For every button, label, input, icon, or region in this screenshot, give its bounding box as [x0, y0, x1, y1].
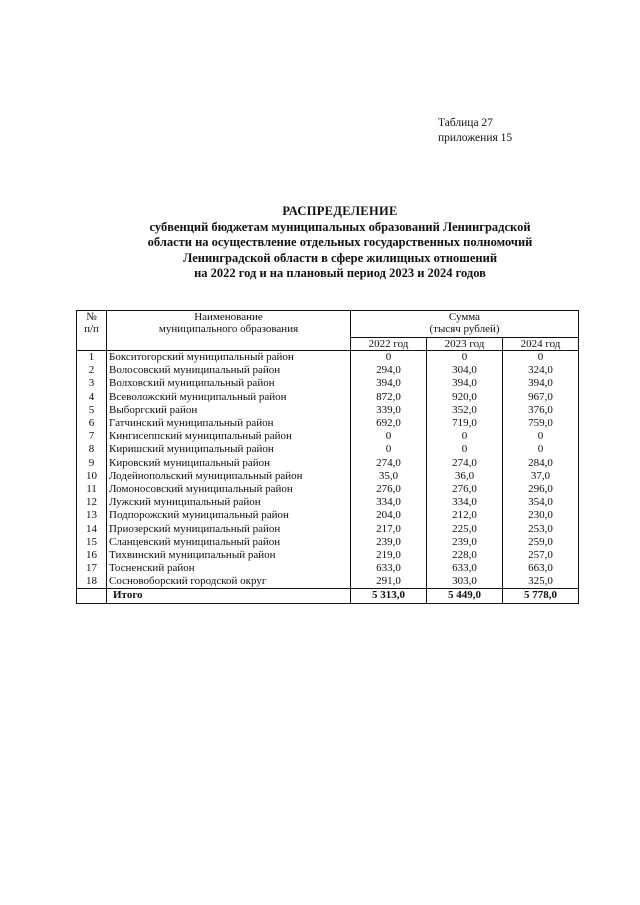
- table-row: [77, 443, 579, 456]
- value-2023: 0: [427, 443, 503, 456]
- value-2024: 37,0: [503, 470, 579, 483]
- municipality-name: Приозерский муниципальный район: [107, 522, 351, 535]
- table-row: [77, 483, 579, 496]
- table-row: [77, 457, 579, 470]
- value-2024: 759,0: [503, 417, 579, 430]
- table-row: [77, 522, 579, 535]
- total-label: Итого: [107, 589, 351, 603]
- value-2022: 394,0: [351, 377, 427, 390]
- value-2022: 633,0: [351, 562, 427, 575]
- value-2023: 633,0: [427, 562, 503, 575]
- column-header-year: 2022 год: [351, 338, 427, 351]
- municipality-name: Волосовский муниципальный район: [107, 364, 351, 377]
- table-row: [77, 470, 579, 483]
- caption-table-number: Таблица 27: [438, 117, 493, 129]
- header-text: Наименование: [194, 311, 263, 323]
- column-header-year: 2024 год: [503, 338, 579, 351]
- row-number: 13: [77, 509, 107, 522]
- row-number: 11: [77, 483, 107, 496]
- heading-title: РАСПРЕДЕЛЕНИЕ: [282, 204, 398, 218]
- value-2022: 204,0: [351, 509, 427, 522]
- row-number: 16: [77, 549, 107, 562]
- value-2024: 0: [503, 351, 579, 365]
- value-2023: 334,0: [427, 496, 503, 509]
- column-header-number: [77, 311, 107, 351]
- value-2023: 352,0: [427, 404, 503, 417]
- header-text: (тысяч рублей): [429, 323, 500, 335]
- table-row: [77, 549, 579, 562]
- value-2023: 225,0: [427, 522, 503, 535]
- municipality-name: Киришский муниципальный район: [107, 443, 351, 456]
- table-caption: [438, 116, 512, 146]
- column-header-name: [107, 311, 351, 351]
- value-2023: 303,0: [427, 575, 503, 589]
- table-row: [77, 562, 579, 575]
- table-row: [77, 496, 579, 509]
- row-number: 12: [77, 496, 107, 509]
- value-2023: 36,0: [427, 470, 503, 483]
- municipality-name: Кировский муниципальный район: [107, 457, 351, 470]
- value-2024: 230,0: [503, 509, 579, 522]
- document-heading: [60, 204, 620, 282]
- value-2022: 0: [351, 430, 427, 443]
- value-2022: 339,0: [351, 404, 427, 417]
- header-text: Сумма: [448, 311, 481, 323]
- row-number: 4: [77, 391, 107, 404]
- municipality-name: Выборгский район: [107, 404, 351, 417]
- value-2024: 354,0: [503, 496, 579, 509]
- value-2023: 0: [427, 351, 503, 365]
- table-row: [77, 417, 579, 430]
- row-number: 18: [77, 575, 107, 589]
- municipality-name: Лужский муниципальный район: [107, 496, 351, 509]
- total-row: [77, 589, 579, 603]
- value-2022: 0: [351, 351, 427, 365]
- total-number-cell: [77, 589, 107, 603]
- distribution-table: [76, 310, 579, 604]
- value-2024: 325,0: [503, 575, 579, 589]
- row-number: 17: [77, 562, 107, 575]
- value-2022: 217,0: [351, 522, 427, 535]
- municipality-name: Тихвинский муниципальный район: [107, 549, 351, 562]
- heading-line: субвенций бюджетам муниципальных образований Ленинградской: [149, 219, 531, 234]
- value-2023: 0: [427, 430, 503, 443]
- value-2022: 219,0: [351, 549, 427, 562]
- value-2024: 296,0: [503, 483, 579, 496]
- table-row: [77, 377, 579, 390]
- value-2023: 274,0: [427, 457, 503, 470]
- value-2022: 294,0: [351, 364, 427, 377]
- table-row: [77, 351, 579, 365]
- value-2022: 872,0: [351, 391, 427, 404]
- municipality-name: Лодейнопольский муниципальный район: [107, 470, 351, 483]
- caption-appendix: приложения 15: [438, 132, 513, 144]
- row-number: 2: [77, 364, 107, 377]
- municipality-name: Сосновоборский городской округ: [107, 575, 351, 589]
- header-text: муниципального образования: [158, 323, 299, 335]
- table-body: [77, 351, 579, 589]
- municipality-name: Бокситогорский муниципальный район: [107, 351, 351, 365]
- value-2024: 376,0: [503, 404, 579, 417]
- value-2022: 276,0: [351, 483, 427, 496]
- row-number: 1: [77, 351, 107, 365]
- value-2023: 719,0: [427, 417, 503, 430]
- heading-line: Ленинградской области в сфере жилищных отношений: [182, 250, 498, 265]
- row-number: 8: [77, 443, 107, 456]
- table-row: [77, 391, 579, 404]
- value-2023: 304,0: [427, 364, 503, 377]
- value-2023: 920,0: [427, 391, 503, 404]
- value-2024: 253,0: [503, 522, 579, 535]
- total-2023: 5 449,0: [427, 589, 503, 603]
- table-row: [77, 430, 579, 443]
- value-2022: 692,0: [351, 417, 427, 430]
- municipality-name: Ломоносовский муниципальный район: [107, 483, 351, 496]
- value-2022: 0: [351, 443, 427, 456]
- heading-line: области на осуществление отдельных государственных полномочий: [147, 235, 533, 249]
- table-row: [77, 536, 579, 549]
- value-2024: 0: [503, 430, 579, 443]
- column-header-sum: [351, 311, 579, 338]
- municipality-name: Всеволожский муниципальный район: [107, 391, 351, 404]
- row-number: 10: [77, 470, 107, 483]
- header-text: №: [86, 311, 97, 323]
- municipality-name: Кингисеппский муниципальный район: [107, 430, 351, 443]
- row-number: 9: [77, 457, 107, 470]
- row-number: 5: [77, 404, 107, 417]
- value-2022: 35,0: [351, 470, 427, 483]
- table-row: [77, 364, 579, 377]
- table-row: [77, 575, 579, 589]
- value-2022: 291,0: [351, 575, 427, 589]
- value-2024: 284,0: [503, 457, 579, 470]
- municipality-name: Гатчинский муниципальный район: [107, 417, 351, 430]
- value-2024: 324,0: [503, 364, 579, 377]
- table-row: [77, 404, 579, 417]
- value-2024: 259,0: [503, 536, 579, 549]
- value-2024: 0: [503, 443, 579, 456]
- value-2022: 334,0: [351, 496, 427, 509]
- table-row: [77, 509, 579, 522]
- row-number: 3: [77, 377, 107, 390]
- value-2023: 239,0: [427, 536, 503, 549]
- total-2024: 5 778,0: [503, 589, 579, 603]
- row-number: 7: [77, 430, 107, 443]
- row-number: 15: [77, 536, 107, 549]
- total-2022: 5 313,0: [351, 589, 427, 603]
- value-2023: 228,0: [427, 549, 503, 562]
- value-2024: 663,0: [503, 562, 579, 575]
- heading-line: на 2022 год и на плановый период 2023 и 2024 годов: [194, 266, 486, 280]
- header-text: п/п: [84, 323, 99, 335]
- value-2023: 276,0: [427, 483, 503, 496]
- municipality-name: Волховский муниципальный район: [107, 377, 351, 390]
- row-number: 14: [77, 522, 107, 535]
- value-2022: 274,0: [351, 457, 427, 470]
- column-header-year: 2023 год: [427, 338, 503, 351]
- row-number: 6: [77, 417, 107, 430]
- value-2024: 257,0: [503, 549, 579, 562]
- value-2024: 967,0: [503, 391, 579, 404]
- municipality-name: Подпорожский муниципальный район: [107, 509, 351, 522]
- value-2023: 394,0: [427, 377, 503, 390]
- municipality-name: Сланцевский муниципальный район: [107, 536, 351, 549]
- municipality-name: Тосненский район: [107, 562, 351, 575]
- value-2023: 212,0: [427, 509, 503, 522]
- value-2022: 239,0: [351, 536, 427, 549]
- value-2024: 394,0: [503, 377, 579, 390]
